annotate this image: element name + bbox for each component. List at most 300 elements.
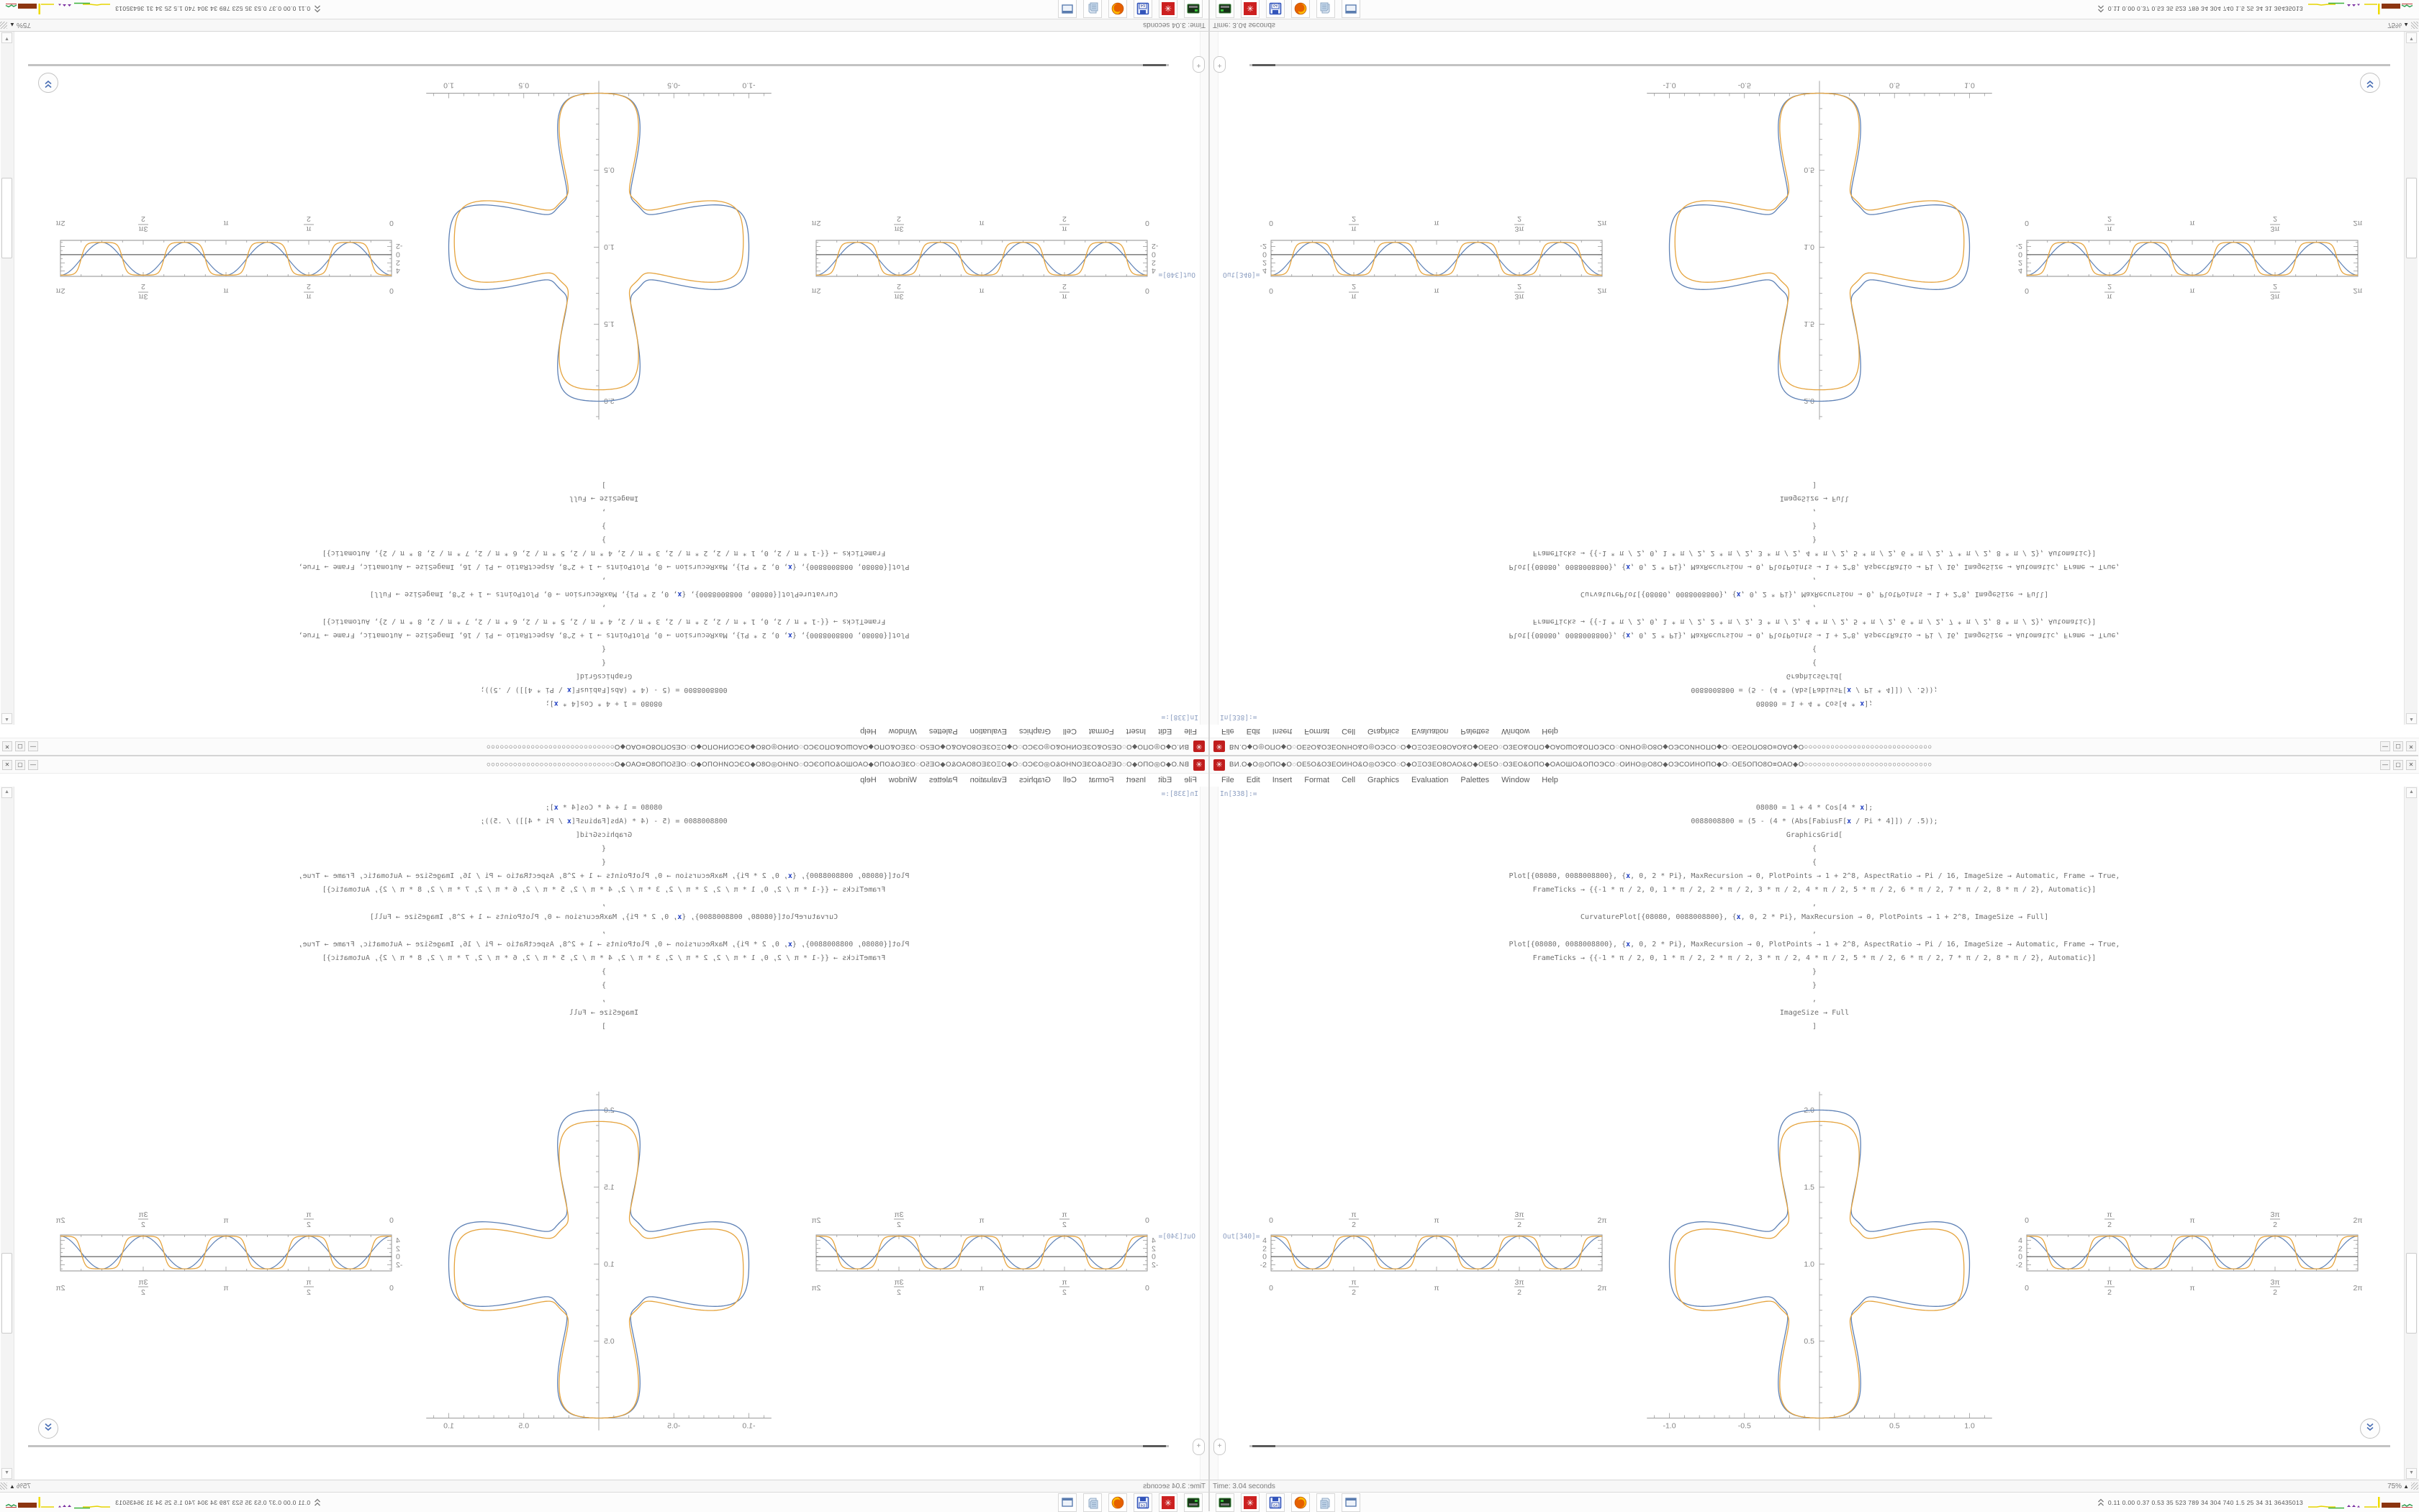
svg-text:0: 0 (1152, 250, 1156, 259)
cell-insertion-line-segment (1143, 1445, 1166, 1447)
clover-curvature-plot (1634, 1063, 2002, 1431)
svg-text:2π: 2π (811, 1284, 821, 1293)
code-line[interactable]: Plot[{08080, 0088008800}, {x, 0, 2 * Pi}, MaxRecursion → 0, PlotPoints → 1 + 2^8, AspectRatio → Pi / 16, ImageSize → Automatic, Frame → True, (1509, 631, 2120, 639)
in-cell-label: In[338]:= (1220, 713, 1257, 721)
notebook-content[interactable] (1210, 787, 2419, 1480)
code-line[interactable]: 08080 = 1 + 4 * Cos[4 * x]; (545, 804, 663, 812)
left-sine-plot (1231, 1170, 1634, 1301)
mathematica-icon[interactable] (1159, 0, 1177, 19)
svg-text:0.5: 0.5 (1804, 166, 1814, 174)
svg-text:2: 2 (1062, 214, 1067, 223)
window-titlebar[interactable] (1210, 756, 2419, 774)
menu-item-cell[interactable]: Cell (1062, 776, 1077, 784)
code-line[interactable]: 0088008800 = (5 - (4 * (Abs[FabiusF[x / Pi * 4]]) / .5)); (480, 686, 728, 694)
svg-text:π: π (306, 1278, 312, 1287)
menu-bar (0, 774, 1208, 787)
cell-insertion-line[interactable] (28, 64, 1169, 66)
resize-grip[interactable] (0, 22, 7, 29)
tray-sparkline-graphs (2307, 2, 2415, 17)
svg-text:π: π (1434, 1284, 1439, 1293)
input-code-cell[interactable] (0, 801, 1208, 1033)
documents-icon[interactable] (1316, 0, 1335, 19)
floppy-64-label: 64 (1272, 1503, 1278, 1508)
menu-item-file[interactable]: File (1184, 776, 1197, 784)
svg-text:π: π (223, 286, 229, 295)
scroll-down-arrow[interactable]: ▼ (1, 32, 12, 43)
svg-text:0: 0 (396, 250, 400, 259)
svg-text:2π: 2π (55, 1284, 65, 1293)
menu-item-window[interactable]: Window (888, 727, 917, 735)
in-cell-label: In[338]:= (1220, 790, 1257, 798)
scroll-down-arrow[interactable]: ▼ (2406, 1468, 2417, 1479)
menu-item-evaluation[interactable]: Evaluation (1411, 727, 1449, 735)
code-line[interactable]: CurvaturePlot[{08080, 0088008800}, {x, 0, 2 * Pi}, MaxRecursion → 0, PlotPoints → 1 + 2^8, ImageSize → Full] (1580, 913, 2049, 921)
svg-text:2π: 2π (2353, 1284, 2363, 1293)
code-line[interactable]: } (1812, 522, 1817, 530)
menu-item-format[interactable]: Format (1088, 727, 1114, 735)
svg-text:π: π (1062, 225, 1067, 233)
svg-text:0: 0 (1262, 1252, 1267, 1262)
mathematica-app-icon: ✳ (1213, 741, 1225, 753)
svg-text:0: 0 (2025, 1216, 2029, 1225)
svg-text:2.0: 2.0 (1804, 1106, 1814, 1115)
status-bar (0, 19, 1208, 32)
svg-text:1.0: 1.0 (1804, 243, 1814, 251)
code-line[interactable]: } (601, 522, 607, 530)
menu-item-edit[interactable]: Edit (1246, 776, 1260, 784)
svg-text:2: 2 (2273, 214, 2277, 223)
menu-item-graphics[interactable]: Graphics (1018, 776, 1051, 784)
cell-insertion-line[interactable] (28, 1445, 1169, 1447)
system-monitor-readout: 0.11 0.00 0.37 0.53 35 523 789 34 304 740 1.5 25 34 31 36435013 (2107, 5, 2303, 13)
window-icon[interactable] (1342, 0, 1360, 19)
double-chevron-down-icon (2365, 1422, 2375, 1432)
svg-text:0: 0 (2025, 286, 2029, 295)
menu-item-window[interactable]: Window (1501, 776, 1530, 784)
menu-item-palettes[interactable]: Palettes (928, 776, 958, 784)
code-line[interactable]: FrameTicks → {{-1 * π / 2, 0, 1 * π / 2, 2 * π / 2, 3 * π / 2, 4 * π / 2, 5 * π / 2, 6 * π / 2, 7 * π / 2, 8 * π / 2}, Automatic}] (1532, 617, 2097, 625)
code-line[interactable]: GraphicsGrid[ (575, 672, 633, 680)
mathematica-app-icon: ✳ (1193, 759, 1205, 771)
window-controls (2, 760, 38, 770)
floppy64-icon[interactable] (1266, 1493, 1285, 1512)
code-line[interactable]: { (1812, 645, 1817, 653)
code-line[interactable]: } (601, 968, 607, 976)
code-line[interactable]: CurvaturePlot[{08080, 0088008800}, {x, 0, 2 * Pi}, MaxRecursion → 0, PlotPoints → 1 + 2^8, ImageSize → Full] (369, 590, 838, 598)
svg-text:-1.0: -1.0 (742, 1421, 756, 1431)
scrollbar-thumb[interactable] (2406, 178, 2417, 258)
evaluation-time-status: Time: 3.04 seconds (1143, 21, 1206, 30)
maximize-button[interactable]: ▢ (2393, 760, 2403, 770)
code-line[interactable]: , (601, 995, 607, 1003)
vertical-scrollbar[interactable] (1, 787, 14, 1480)
code-line[interactable]: ImageSize → Full (569, 494, 639, 502)
notebook-content[interactable] (1210, 32, 2419, 725)
scrollbar-thumb[interactable] (2406, 1253, 2417, 1334)
svg-text:0: 0 (396, 1252, 400, 1262)
system-tray (0, 1495, 321, 1510)
window-titlebar[interactable] (1210, 738, 2419, 755)
svg-text:0: 0 (1269, 1284, 1273, 1293)
code-line[interactable]: FrameTicks → {{-1 * π / 2, 0, 1 * π / 2, 2 * π / 2, 3 * π / 2, 4 * π / 2, 5 * π / 2, 6 * π / 2, 7 * π / 2, 8 * π / 2}, Automatic}] (322, 549, 886, 557)
code-line[interactable]: ] (601, 1023, 607, 1031)
close-button[interactable]: ✕ (2, 760, 12, 770)
code-line[interactable]: } (1812, 968, 1817, 976)
svg-text:0.5: 0.5 (1804, 1337, 1814, 1346)
scroll-to-bottom-button[interactable] (38, 1418, 58, 1439)
scroll-up-arrow[interactable]: ▲ (2406, 713, 2417, 724)
device-icon[interactable] (1216, 1493, 1234, 1512)
scroll-to-bottom-button[interactable] (2360, 73, 2380, 93)
menu-item-file[interactable]: File (1221, 776, 1234, 784)
tray-expand-icon[interactable] (2097, 4, 2104, 14)
firefox-icon[interactable] (1108, 1493, 1127, 1512)
svg-text:1.5: 1.5 (1804, 320, 1814, 328)
menu-item-help[interactable]: Help (1542, 727, 1558, 735)
svg-text:0: 0 (389, 286, 394, 295)
code-line[interactable]: Plot[{08080, 0088008800}, {x, 0, 2 * Pi}, MaxRecursion → 0, PlotPoints → 1 + 2^8, AspectRatio → Pi / 16, ImageSize → Automatic, Frame → True, (298, 941, 910, 949)
code-line[interactable]: CurvaturePlot[{08080, 0088008800}, {x, 0, 2 * Pi}, MaxRecursion → 0, PlotPoints → 1 + 2^8, ImageSize → Full] (1580, 590, 2049, 598)
code-line[interactable]: 0088008800 = (5 - (4 * (Abs[FabiusF[x / Pi * 4]]) / .5)); (1691, 818, 1938, 825)
notebook-content[interactable] (0, 787, 1208, 1480)
tray-expand-icon[interactable] (314, 1498, 321, 1508)
documents-icon[interactable] (1316, 1493, 1335, 1512)
menu-item-format[interactable]: Format (1304, 727, 1330, 735)
vertical-scrollbar[interactable] (2404, 787, 2418, 1480)
svg-text:2: 2 (1152, 258, 1156, 267)
resize-grip[interactable] (2411, 1482, 2418, 1490)
svg-text:π: π (1434, 219, 1439, 227)
code-line[interactable]: Plot[{08080, 0088008800}, {x, 0, 2 * Pi}, MaxRecursion → 0, PlotPoints → 1 + 2^8, AspectRatio → Pi / 16, ImageSize → Automatic, Frame → True, (1509, 941, 2120, 949)
input-code-cell[interactable] (1210, 801, 2419, 1033)
svg-text:π: π (1062, 1210, 1067, 1219)
code-line[interactable]: FrameTicks → {{-1 * π / 2, 0, 1 * π / 2, 2 * π / 2, 3 * π / 2, 4 * π / 2, 5 * π / 2, 6 * π / 2, 7 * π / 2, 8 * π / 2}, Automatic}] (322, 954, 886, 962)
code-line[interactable]: 0088008800 = (5 - (4 * (Abs[FabiusF[x / Pi * 4]]) / .5)); (1691, 686, 1938, 694)
code-line[interactable]: } (1812, 535, 1817, 543)
svg-text:π: π (979, 1216, 985, 1225)
svg-text:π: π (2107, 292, 2112, 301)
zoom-caret-icon[interactable]: ▲ (9, 1482, 15, 1490)
code-line[interactable]: { (601, 645, 607, 653)
code-line[interactable]: Plot[{08080, 0088008800}, {x, 0, 2 * Pi}, MaxRecursion → 0, PlotPoints → 1 + 2^8, AspectRatio → Pi / 16, ImageSize → Automatic, Frame → True, (298, 631, 910, 639)
tray-expand-icon[interactable] (2097, 1498, 2104, 1508)
maximize-button[interactable]: ▢ (15, 760, 25, 770)
zoom-level[interactable]: 75% (2387, 21, 2402, 30)
system-tray (2097, 2, 2419, 17)
svg-text:3π: 3π (1514, 225, 1524, 233)
svg-text:3π: 3π (2270, 292, 2280, 301)
scrollbar-thumb[interactable] (1, 178, 12, 258)
svg-text:2π: 2π (55, 286, 65, 295)
code-line[interactable]: { (601, 859, 607, 866)
insert-cell-button[interactable]: + (1193, 1439, 1205, 1455)
svg-text:2: 2 (2107, 214, 2112, 223)
scroll-to-bottom-button[interactable] (2360, 1418, 2380, 1439)
code-line[interactable]: FrameTicks → {{-1 * π / 2, 0, 1 * π / 2, 2 * π / 2, 3 * π / 2, 4 * π / 2, 5 * π / 2, 6 * π / 2, 7 * π / 2, 8 * π / 2}, Automatic}] (1532, 886, 2097, 894)
vertical-scrollbar[interactable] (1, 32, 14, 725)
in-cell-label: In[338]:= (1161, 790, 1198, 798)
code-line[interactable]: ImageSize → Full (569, 1009, 639, 1017)
window-title: ВИ.О◆О◎ОПО◆О◌ОЕ5О&ОЗЕОИНО&О◎ОЭСО◌О◆ОΞОЗЕО8ОАО&О◆ОЕ5О◌ОЗЕО&ОПО◆ОАОШО&ОПОЭСО◌ОИНО◎О8О◆ОЭСОИНОПО◆О◌ОЕ5ОПО8О≡ОАО◆О○○○○○○○○○○○○○○○○○○○○○○○○○○○○○ (1229, 761, 1932, 769)
vertical-scrollbar[interactable] (2404, 32, 2418, 725)
insert-cell-button[interactable]: + (1213, 1439, 1226, 1455)
svg-text:2π: 2π (1597, 286, 1607, 295)
svg-text:2: 2 (1517, 1221, 1522, 1229)
code-line[interactable]: 08080 = 1 + 4 * Cos[4 * x]; (545, 700, 663, 707)
code-line[interactable]: GraphicsGrid[ (1786, 831, 1843, 839)
menu-item-evaluation[interactable]: Evaluation (969, 727, 1007, 735)
code-line[interactable]: ] (601, 481, 607, 489)
zoom-caret-icon[interactable]: ▲ (9, 22, 15, 29)
scrollbar-thumb[interactable] (1, 1253, 12, 1334)
floppy64-icon[interactable] (1134, 0, 1152, 19)
svg-text:2: 2 (1262, 258, 1267, 267)
code-line[interactable]: FrameTicks → {{-1 * π / 2, 0, 1 * π / 2, 2 * π / 2, 3 * π / 2, 4 * π / 2, 5 * π / 2, 6 * π / 2, 7 * π / 2, 8 * π / 2}, Automatic}] (322, 886, 886, 894)
menu-item-cell[interactable]: Cell (1062, 727, 1077, 735)
code-line[interactable]: , (1812, 604, 1817, 612)
svg-text:1.0: 1.0 (1964, 81, 1975, 90)
documents-icon[interactable] (1083, 0, 1102, 19)
code-line[interactable]: 0088008800 = (5 - (4 * (Abs[FabiusF[x / Pi * 4]]) / .5)); (480, 818, 728, 825)
code-line[interactable]: } (1812, 982, 1817, 990)
code-line[interactable]: , (601, 576, 607, 584)
svg-text:2: 2 (1352, 1288, 1356, 1297)
code-line[interactable]: Plot[{08080, 0088008800}, {x, 0, 2 * Pi}, MaxRecursion → 0, PlotPoints → 1 + 2^8, AspectRatio → Pi / 16, ImageSize → Automatic, Frame → True, (1509, 563, 2120, 571)
code-line[interactable]: , (1812, 927, 1817, 935)
menu-item-format[interactable]: Format (1088, 776, 1114, 784)
menu-item-insert[interactable]: Insert (1126, 776, 1147, 784)
menu-item-edit[interactable]: Edit (1246, 727, 1260, 735)
svg-text:-2: -2 (396, 242, 403, 251)
code-line[interactable]: CurvaturePlot[{08080, 0088008800}, {x, 0, 2 * Pi}, MaxRecursion → 0, PlotPoints → 1 + 2^8, ImageSize → Full] (369, 913, 838, 921)
svg-text:2: 2 (307, 1288, 311, 1297)
window-icon[interactable] (1058, 1493, 1077, 1512)
code-line[interactable]: { (1812, 658, 1817, 666)
tray-sparkline-graphs (2307, 1495, 2415, 1510)
scroll-up-arrow[interactable]: ▲ (1, 713, 12, 724)
svg-text:π: π (979, 286, 985, 295)
code-line[interactable]: , (601, 927, 607, 935)
zoom-caret-icon[interactable]: ▲ (2403, 1482, 2409, 1490)
code-line[interactable]: , (1812, 576, 1817, 584)
menu-item-evaluation[interactable]: Evaluation (969, 776, 1007, 784)
code-line[interactable]: 08080 = 1 + 4 * Cos[4 * x]; (1755, 700, 1873, 707)
right-sine-plot (28, 1170, 431, 1301)
svg-text:-1.0: -1.0 (1663, 81, 1676, 90)
scroll-to-bottom-button[interactable] (38, 73, 58, 93)
menu-item-palettes[interactable]: Palettes (1460, 776, 1490, 784)
maximize-button[interactable]: ▢ (2393, 742, 2403, 752)
svg-text:2: 2 (2107, 1288, 2112, 1297)
svg-text:3π: 3π (2270, 225, 2280, 233)
code-line[interactable]: { (601, 658, 607, 666)
insert-cell-button[interactable]: + (1213, 56, 1226, 73)
svg-text:-0.5: -0.5 (667, 1421, 681, 1431)
menu-item-window[interactable]: Window (1501, 727, 1530, 735)
svg-text:2.0: 2.0 (1804, 397, 1814, 405)
svg-text:π: π (1351, 1210, 1357, 1219)
menu-item-window[interactable]: Window (888, 776, 917, 784)
input-code-cell[interactable] (1210, 478, 2419, 710)
menu-item-format[interactable]: Format (1304, 776, 1330, 784)
code-line[interactable]: ImageSize → Full (1779, 494, 1850, 502)
window-icon[interactable] (1342, 1493, 1360, 1512)
zoom-level[interactable]: 75% (2387, 1482, 2402, 1490)
resize-grip[interactable] (2411, 22, 2418, 29)
notebook-content[interactable] (0, 32, 1208, 725)
code-line[interactable]: Plot[{08080, 0088008800}, {x, 0, 2 * Pi}, MaxRecursion → 0, PlotPoints → 1 + 2^8, AspectRatio → Pi / 16, ImageSize → Automatic, Frame → True, (298, 563, 910, 571)
firefox-icon[interactable] (1291, 1493, 1310, 1512)
menu-item-palettes[interactable]: Palettes (928, 727, 958, 735)
svg-text:3π: 3π (138, 1278, 148, 1287)
svg-text:π: π (2107, 1278, 2112, 1287)
zoom-level[interactable]: 75% (16, 21, 31, 30)
svg-text:π: π (1351, 1278, 1357, 1287)
code-line[interactable]: FrameTicks → {{-1 * π / 2, 0, 1 * π / 2, 2 * π / 2, 3 * π / 2, 4 * π / 2, 5 * π / 2, 6 * π / 2, 7 * π / 2, 8 * π / 2}, Automatic}] (1532, 954, 2097, 962)
tray-expand-icon[interactable] (314, 4, 321, 14)
code-line[interactable]: , (1812, 995, 1817, 1003)
firefox-icon[interactable] (1291, 0, 1310, 19)
maximize-button[interactable]: ▢ (15, 742, 25, 752)
code-line[interactable]: ImageSize → Full (1779, 1009, 1850, 1017)
device-icon[interactable] (1216, 0, 1234, 19)
code-line[interactable]: FrameTicks → {{-1 * π / 2, 0, 1 * π / 2, 2 * π / 2, 3 * π / 2, 4 * π / 2, 5 * π / 2, 6 * π / 2, 7 * π / 2, 8 * π / 2}, Automatic}] (322, 617, 886, 625)
minimize-button[interactable]: — (2380, 742, 2390, 752)
svg-text:π: π (306, 292, 312, 301)
close-button[interactable]: ✕ (2, 742, 12, 752)
scroll-down-arrow[interactable]: ▼ (1, 1468, 12, 1479)
taskbar-icons (1058, 1493, 1208, 1512)
svg-text:0: 0 (1269, 219, 1273, 227)
code-line[interactable]: { (601, 845, 607, 853)
menu-item-graphics[interactable]: Graphics (1367, 776, 1400, 784)
code-line[interactable]: FrameTicks → {{-1 * π / 2, 0, 1 * π / 2, 2 * π / 2, 3 * π / 2, 4 * π / 2, 5 * π / 2, 6 * π / 2, 7 * π / 2, 8 * π / 2}, Automatic}] (1532, 549, 2097, 557)
svg-text:2π: 2π (2353, 1216, 2363, 1225)
menu-item-help[interactable]: Help (860, 776, 877, 784)
svg-text:-2: -2 (2015, 242, 2022, 251)
svg-text:2π: 2π (1597, 1284, 1607, 1293)
scroll-up-arrow[interactable]: ▲ (2406, 787, 2417, 798)
svg-text:4: 4 (1152, 1236, 1156, 1245)
device-icon[interactable] (1184, 1493, 1203, 1512)
window-titlebar[interactable] (0, 756, 1208, 774)
svg-text:1.0: 1.0 (604, 243, 615, 251)
floppy-64-label: 64 (1140, 3, 1146, 8)
svg-text:1.0: 1.0 (604, 1260, 615, 1269)
windows-taskbar (0, 1492, 1208, 1512)
code-line[interactable]: , (601, 508, 607, 516)
clover-curvature-plot (417, 81, 784, 448)
firefox-icon[interactable] (1108, 0, 1127, 19)
mathematica-icon[interactable] (1159, 1493, 1177, 1512)
code-line[interactable]: , (1812, 508, 1817, 516)
code-line[interactable]: { (1812, 845, 1817, 853)
menu-item-file[interactable]: File (1184, 727, 1197, 735)
documents-icon[interactable] (1083, 1493, 1102, 1512)
menu-item-cell[interactable]: Cell (1342, 776, 1356, 784)
code-line[interactable]: , (601, 604, 607, 612)
menu-item-edit[interactable]: Edit (1158, 727, 1172, 735)
zoom-caret-icon[interactable]: ▲ (2403, 22, 2409, 29)
menu-item-file[interactable]: File (1221, 727, 1234, 735)
svg-text:3π: 3π (894, 1278, 904, 1287)
minimize-button[interactable]: — (2380, 760, 2390, 770)
menu-item-help[interactable]: Help (860, 727, 877, 735)
code-line[interactable]: ] (1812, 481, 1817, 489)
scroll-down-arrow[interactable]: ▼ (2406, 32, 2417, 43)
svg-text:0: 0 (2018, 250, 2022, 259)
status-bar (0, 1480, 1208, 1492)
close-button[interactable]: ✕ (2406, 742, 2416, 752)
left-sine-plot (1231, 210, 1634, 341)
close-button[interactable]: ✕ (2406, 760, 2416, 770)
status-bar (1210, 1480, 2419, 1492)
floppy64-icon[interactable] (1266, 0, 1285, 19)
menu-item-graphics[interactable]: Graphics (1018, 727, 1051, 735)
svg-text:0.5: 0.5 (1889, 81, 1900, 90)
code-line[interactable]: } (601, 535, 607, 543)
menu-item-insert[interactable]: Insert (1126, 727, 1147, 735)
double-chevron-down-icon (43, 1422, 53, 1432)
resize-grip[interactable] (0, 1482, 7, 1490)
double-chevron-down-icon (43, 79, 53, 89)
input-code-cell[interactable] (0, 478, 1208, 710)
svg-text:1.0: 1.0 (443, 1421, 454, 1431)
code-line[interactable]: GraphicsGrid[ (1786, 672, 1843, 680)
scroll-up-arrow[interactable]: ▲ (1, 787, 12, 798)
code-line[interactable]: 08080 = 1 + 4 * Cos[4 * x]; (1755, 804, 1873, 812)
window-controls (2380, 760, 2416, 770)
menu-item-evaluation[interactable]: Evaluation (1411, 776, 1449, 784)
code-line[interactable]: ] (1812, 1023, 1817, 1031)
insert-cell-button[interactable]: + (1193, 56, 1205, 73)
menu-item-cell[interactable]: Cell (1342, 727, 1356, 735)
windows-taskbar (1210, 1492, 2419, 1512)
code-line[interactable]: , (1812, 900, 1817, 907)
device-icon[interactable] (1184, 0, 1203, 19)
svg-text:0: 0 (1152, 1252, 1156, 1262)
svg-text:π: π (1351, 292, 1357, 301)
menu-item-graphics[interactable]: Graphics (1367, 727, 1400, 735)
cell-insertion-line[interactable] (1249, 64, 2390, 66)
menu-item-help[interactable]: Help (1542, 776, 1558, 784)
mathematica-icon[interactable] (1241, 0, 1260, 19)
cell-insertion-line[interactable] (1249, 1445, 2390, 1447)
svg-text:4: 4 (1262, 266, 1267, 276)
code-line[interactable]: GraphicsGrid[ (575, 831, 633, 839)
window-titlebar[interactable] (0, 738, 1208, 755)
zoom-level[interactable]: 75% (16, 1482, 31, 1490)
code-line[interactable]: , (601, 900, 607, 907)
svg-text:π: π (2189, 1216, 2195, 1225)
mathematica-icon[interactable] (1241, 1493, 1260, 1512)
menu-item-edit[interactable]: Edit (1158, 776, 1172, 784)
floppy64-icon[interactable] (1134, 1493, 1152, 1512)
menu-item-palettes[interactable]: Palettes (1460, 727, 1490, 735)
menu-item-insert[interactable]: Insert (1272, 727, 1293, 735)
window-icon[interactable] (1058, 0, 1077, 19)
window-controls (2, 742, 38, 752)
menu-item-insert[interactable]: Insert (1272, 776, 1293, 784)
code-line[interactable]: { (1812, 859, 1817, 866)
code-line[interactable]: } (601, 982, 607, 990)
taskbar-icons (1210, 0, 1360, 19)
code-line[interactable]: Plot[{08080, 0088008800}, {x, 0, 2 * Pi}, MaxRecursion → 0, PlotPoints → 1 + 2^8, AspectRatio → Pi / 16, ImageSize → Automatic, Frame → True, (1509, 872, 2120, 880)
code-line[interactable]: Plot[{08080, 0088008800}, {x, 0, 2 * Pi}, MaxRecursion → 0, PlotPoints → 1 + 2^8, AspectRatio → Pi / 16, ImageSize → Automatic, Frame → True, (298, 872, 910, 880)
svg-text:0: 0 (1145, 1216, 1149, 1225)
minimize-button[interactable]: — (28, 760, 38, 770)
minimize-button[interactable]: — (28, 742, 38, 752)
